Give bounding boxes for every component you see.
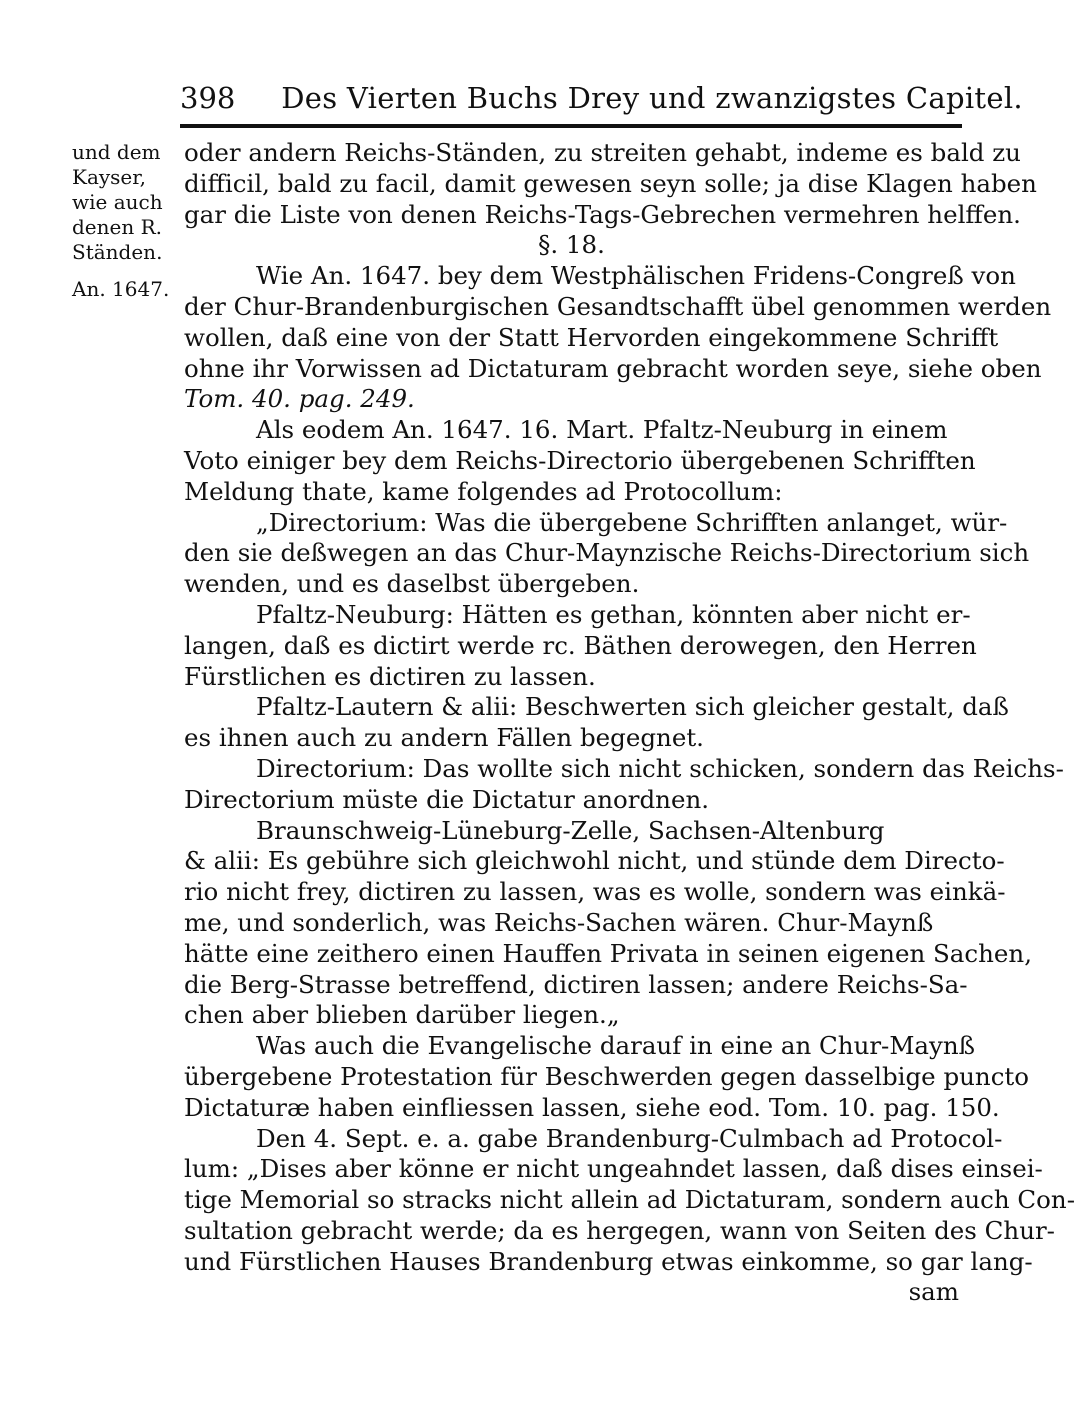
margin-note: und dem xyxy=(72,140,161,164)
text-line: der Chur-Brandenburgischen Gesandtschafft übel genommen werden xyxy=(184,291,1052,321)
text-line: Den 4. Sept. e. a. gabe Brandenburg-Culmbach ad Protocol- xyxy=(256,1123,1003,1153)
text-line: Pfaltz-Neuburg: Hätten es gethan, könnten aber nicht er- xyxy=(256,599,971,629)
text-line: Directorium müste die Dictatur anordnen. xyxy=(184,784,710,814)
text-line-reference: Tom. 40. pag. 249. xyxy=(184,384,415,414)
page-header xyxy=(180,78,1023,118)
text-line: langen, daß es dictirt werde rc. Bäthen derowegen, den Herren xyxy=(184,630,977,660)
text-line: Was auch die Evangelische darauf in eine an Chur-Maynß xyxy=(256,1031,976,1061)
text-line: Wie An. 1647. bey dem Westphälischen Fridens-Congreß von xyxy=(256,261,1016,291)
text-line: tige Memorial so stracks nicht allein ad Dictaturam, sondern auch Con- xyxy=(184,1185,1075,1215)
text-line: wenden, und es daselbst übergeben. xyxy=(184,569,640,599)
margin-note: wie auch xyxy=(72,190,163,214)
text-line: difficil, bald zu facil, damit gewesen seyn solle; ja dise Klagen haben xyxy=(184,168,1037,198)
text-line: gar die Liste von denen Reichs-Tags-Gebrechen vermehren helffen. xyxy=(184,199,1021,229)
margin-note: Ständen. xyxy=(72,240,163,264)
running-title: Des Vierten Buchs Drey und zwanzigstes Capitel. xyxy=(281,81,1023,115)
text-line: „Directorium: Was die übergebene Schrifften anlanget, wür- xyxy=(256,507,1008,537)
text-line: Braunschweig-Lüneburg-Zelle, Sachsen-Altenburg xyxy=(256,815,885,845)
text-line: lum: „Dises aber könne er nicht ungeahndet lassen, daß dises einsei- xyxy=(184,1154,1043,1184)
text-line: chen aber blieben darüber liegen.„ xyxy=(184,1000,620,1030)
page-number: 398 xyxy=(180,81,236,115)
header-rule xyxy=(180,124,962,128)
margin-note: Kayser, xyxy=(72,165,146,189)
margin-notes xyxy=(72,140,180,302)
margin-gap xyxy=(72,265,180,277)
text-line: und Fürstlichen Hauses Brandenburg etwas einkomme, so gar lang- xyxy=(184,1246,1033,1276)
text-line: die Berg-Strasse betreffend, dictiren lassen; andere Reichs-Sa- xyxy=(184,969,968,999)
text-line: rio nicht frey, dictiren zu lassen, was es wolle, sondern was einkä- xyxy=(184,877,1006,907)
text-line: den sie deßwegen an das Chur-Maynzische Reichs-Directorium sich xyxy=(184,538,1030,568)
text-line: sultation gebracht werde; da es hergegen, wann von Seiten des Chur- xyxy=(184,1215,1055,1245)
text-line: Directorium: Das wollte sich nicht schicken, sondern das Reichs- xyxy=(256,753,1064,783)
text-line: es ihnen auch zu andern Fällen begegnet. xyxy=(184,723,704,753)
margin-note: denen R. xyxy=(72,215,163,239)
section-heading: §. 18. xyxy=(538,230,605,260)
text-line: Meldung thate, kame folgendes ad Protocollum: xyxy=(184,476,783,506)
text-line: Voto einiger bey dem Reichs-Directorio übergebenen Schrifften xyxy=(184,445,976,475)
text-line: Dictaturæ haben einfliessen lassen, siehe eod. Tom. 10. pag. 150. xyxy=(184,1092,1000,1122)
text-line: Fürstlichen es dictiren zu lassen. xyxy=(184,661,596,691)
body-text xyxy=(184,138,1075,1308)
text-line: & alii: Es gebühre sich gleichwohl nicht, und stünde dem Directo- xyxy=(184,846,1005,876)
text-line: Als eodem An. 1647. 16. Mart. Pfaltz-Neuburg in einem xyxy=(256,415,948,445)
text-line: ohne ihr Vorwissen ad Dictaturam gebracht worden seye, siehe oben xyxy=(184,353,1042,383)
text-line: Pfaltz-Lautern & alii: Beschwerten sich gleicher gestalt, daß xyxy=(256,692,1009,722)
text-line: hätte eine zeithero einen Hauffen Privata in seinen eigenen Sachen, xyxy=(184,938,1032,968)
text-line: oder andern Reichs-Ständen, zu streiten gehabt, indeme es bald zu xyxy=(184,138,1021,167)
catchword: sam xyxy=(908,1277,959,1307)
text-line: übergebene Protestation für Beschwerden gegen dasselbige puncto xyxy=(184,1061,1030,1091)
text-line: me, und sonderlich, was Reichs-Sachen wären. Chur-Maynß xyxy=(184,907,934,937)
margin-note-year: An. 1647. xyxy=(72,277,170,301)
text-line: wollen, daß eine von der Statt Hervorden eingekommene Schrifft xyxy=(184,322,999,352)
